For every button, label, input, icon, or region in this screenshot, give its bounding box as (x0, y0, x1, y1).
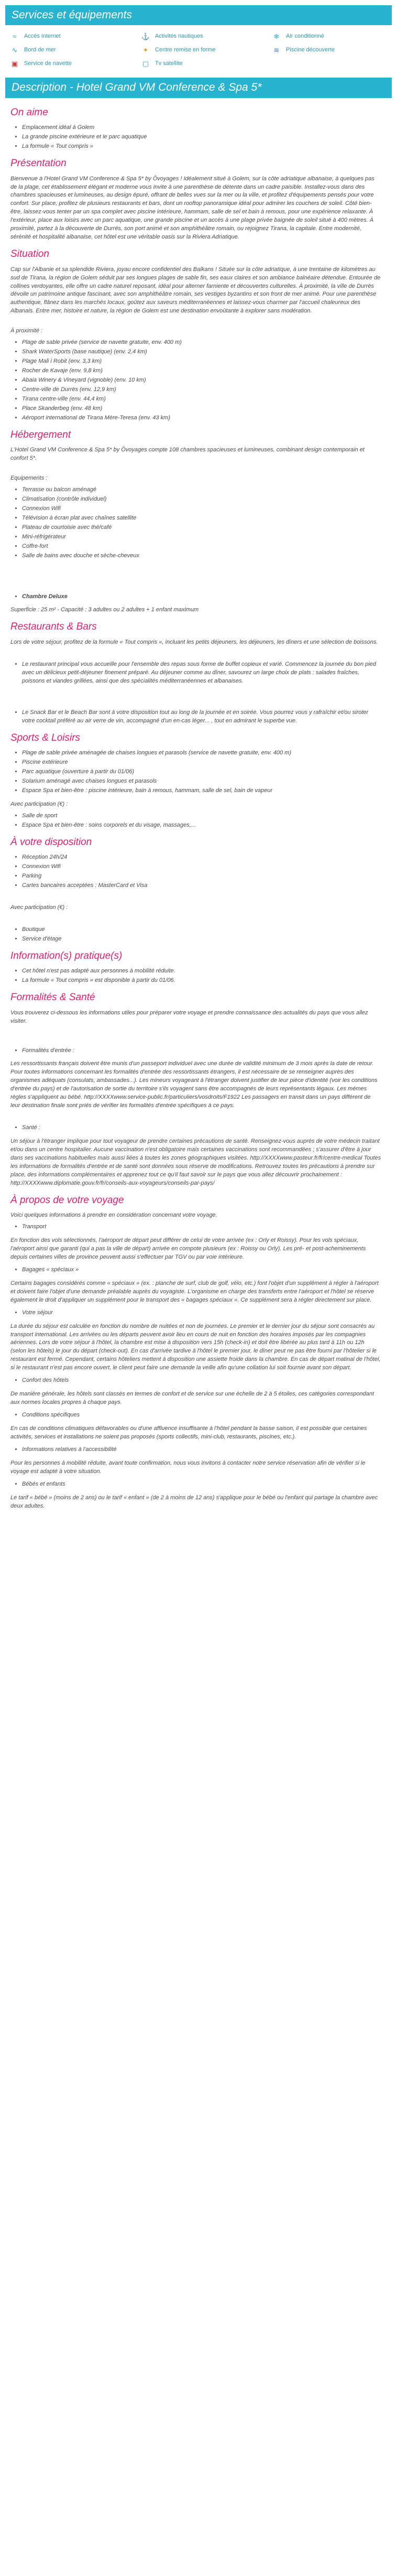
section-heading: Sports & Loisirs (10, 732, 81, 743)
services-grid (5, 33, 392, 78)
list-item: • La formule « Tout compris » est disponible à partir du 01/06. (22, 977, 381, 985)
paragraph: Bienvenue à l'Hotel Grand VM Conference & Spa 5* by Ôvoyages ! Idéalement situé à Golem, sur la côte adriatique albanaise, à quelques pas de la plage, cet établissement élégant et moderne vous invite à une parenthèse de détente dans un cadre paisible. Installez-vous dans des chambres spacieuses et lumineuses, au design épuré, offrant de belles vues sur la mer ou la ville, et profitez d'équipements pensés pour votre confort. Sur place, profitez de plusieurs restaurants et bars, dont un rooftop panoramique idéal pour admirer les couchers de soleil. Côté bien-être, laissez-vous tenter par un spa complet avec piscine intérieure, hammam, salle de sel et bain à remous, pour une expérience relaxante. À l'extérieur, place aux loisirs avec un parc aquatique, une grande piscine et un accès à une plage privée baignée de soleil situé à 400 mètres. À proximité, partez à la découverte de Durrës, son port animé et son amphithéâtre romain, ou rejoignez Tirana, la capitale. Entre modernité, sérénité et hospitalité albanaise, cet hôtel est une véritable oasis sur la Riviera Adriatique. (10, 175, 374, 241)
list-item: • Santé : (22, 1124, 381, 1132)
list (22, 339, 381, 422)
list-item: • Chambre Deluxe (22, 593, 381, 601)
list-item: • Cet hôtel n'est pas adapté aux personnes à mobilité réduite. (22, 967, 381, 976)
list (22, 124, 381, 151)
paragraph: En fonction des vols sélectionnés, l'aéroport de départ peut différer de celui de votre arrivée (ex : Orly et Roissy). Pour les vols spéciaux, l'aéroport ainsi que garanti (qui a pas la ville de départ) arrivée en compote plusieurs (ex : Roissy ou Orly). Les pré- et post-acheminements depuis certaines villes de province peuvent aussi s'effectuer par TGV ou par voie intérieure. (10, 1237, 366, 1260)
list (22, 926, 381, 944)
list-item: • Aéroport international de Tirana Mère-Teresa (env. 43 km) (22, 414, 381, 423)
list-item: • Centre-ville de Durrës (env. 12,9 km) (22, 386, 381, 394)
list-item: • Parking (22, 872, 381, 881)
list-item: • Télévision à écran plat avec chaînes satellite (22, 514, 381, 523)
service-item-pool: ≋ Piscine découverte (272, 46, 393, 55)
list-item: • Mini-réfrigérateur (22, 533, 381, 542)
list-item: • Espace Spa et bien-être : piscine intérieure, bain à remous, hammam, salle de sel, bain de vapeur (22, 787, 381, 795)
list-item: • Bébés et enfants (22, 1480, 381, 1489)
info-block (10, 1411, 381, 1442)
paragraph: Pour les personnes à mobilité réduite, avant toute confirmation, nous vous invitons à contacter notre service réservation afin de vérifier si le voyage est adapté à votre situation. (10, 1459, 366, 1475)
info-block (10, 1223, 381, 1262)
list (22, 1124, 381, 1132)
list-item: • Bagages « spéciaux » (22, 1266, 381, 1274)
info-block (10, 1266, 381, 1305)
service-item-sea: ∿ Bord de mer (10, 46, 141, 55)
fitness-icon: ✦ (142, 46, 149, 54)
list-item: • Abaia Winery & Vineyard (vignoble) (env. 10 km) (22, 376, 381, 385)
list-item: • Votre séjour (22, 1309, 381, 1317)
tv-icon: ▢ (142, 59, 149, 68)
list-item: • Tirana centre-ville (env. 44,4 km) (22, 395, 381, 404)
list-item: • Rocher de Kavaje (env. 9,8 km) (22, 367, 381, 375)
list-item: • Shark WaterSports (base nautique) (env. 2,4 km) (22, 348, 381, 356)
section-heading: Restaurants & Bars (10, 621, 97, 633)
service-item-tv: ▢ Tv satellite (142, 59, 183, 68)
list-item: • Le Snack Bar et le Beach Bar sont à votre disposition tout au long de la journée et en soirée. Vous pourrez vous y rafraîchir et/ou siroter votre cocktail préféré au air verre de vin, accompagné d'un en-cas léger... , tout en admirant le superbe vue. (22, 709, 381, 726)
paragraph: Vous trouverez ci-dessous les informations utiles pour préparer votre voyage et prendre connaissance des actualités du pays que vous allez visiter. (10, 1009, 368, 1024)
paragraph: Le tarif « bébé » (moins de 2 ans) ou le tarif « enfant » (de 2 à moins de 12 ans) s'applique pour le bébé ou l'enfant qui partage la chambre avec deux adultes. (10, 1494, 378, 1509)
section-heading: À votre disposition (10, 836, 92, 848)
sea-icon: ∿ (12, 46, 18, 54)
description-title: Description - Hotel Grand VM Conference & Spa 5* (5, 78, 392, 98)
paragraph: Lors de votre séjour, profitez de la formule « Tout compris », incluant les petits déjeuners, les déjeuners, les dîners et une sélection de boissons. (10, 638, 378, 645)
paragraph: Les ressortissants français doivent être munis d'un passeport individuel avec une durée de validité minimum de 3 mois après la date de retour. Pour toutes informations concernant les formalités d'entrée des ressortissants étrangers, il est nécessaire de se renseigner auprès des organismes adéquats (consulats, ambassades...). Les mineurs voyageant à l'étranger doivent justifier de leur pièce d'identité (voir les conditions d'entrée du pays) et de l'autorisation de sortie du territoire s'ils voyagent sans être accompagnés de leurs représentants légaux. Les mémes règles s'appliquent au bébé. http://XXXXwww.service-public.fr/particuliers/vosdroits/F1922 Les passagers en transit dans un pays différent de leur destination finale sont priés de vérifier les formalités d'entrée spécifiques à ce pays. (10, 1060, 378, 1109)
service-item-fitness: ✦ Centre remise en forme (141, 46, 272, 55)
wifi-icon: ≈ (13, 32, 17, 40)
paragraph: Voici quelques informations à prendre en considération concernant votre voyage. (10, 1212, 217, 1219)
list-item: • Transport (22, 1223, 381, 1231)
list (22, 749, 381, 795)
list-item: • Plage Mali i Robit (env. 3,3 km) (22, 358, 381, 366)
section-heading: À propos de votre voyage (10, 1194, 124, 1206)
paragraph: L'Hotel Grand VM Conference & Spa 5* by Ôvoyages compte 108 chambres spacieuses et lumineuses, combinant design contemporain et confort 5*. (10, 447, 365, 462)
list-item: • Le restaurant principal vous accueille pour l'ensemble des repas sous forme de buffet copieux et varié. Commencez la journée du bon pied avec un délicieux petit-déjeuner finement préparé. Au déjeuner comme au dîner, savourez un large choix de plats : salades fraîches, poissons et viandes grillées, ainsi que des spécialités méditerranéennes et albanaises. (22, 661, 381, 686)
service-item-water-sports: ⚓ Activités nautiques (141, 32, 203, 40)
list-item: • Parc aquatique (ouverture à partir du 01/06) (22, 768, 381, 776)
list-item: • Réception 24h/24 (22, 853, 381, 862)
list-item: • La grande piscine extérieure et le parc aquatique (22, 133, 381, 142)
paragraph: Un séjour à l'étranger implique pour tout voyageur de prendre certaines précautions de santé. Renseignez-vous auprès de votre médecin traitant et/ou dans un centre hospitalier. Aucune vaccination n'est obligatoire mais certaines vaccinations sont recommandées ; s'assurer d'être à jour dans ses vaccinations habituelles mais aussi liées à toutes les zones géographiques visitées. http://XXXXwww.pasteur.fr/fr/centre-medical Toutes les informations de formalités d'entrée et de santé sont données sous réserve de modifications. Retrouvez toutes les précautions à prendre sur place, des informations complémentaires et apprenez tout ce qu'il faut savoir sur le pays que vous allez découvrir prochainement : http://XXXXwww.diplomatie.gouv.fr/fr/conseils-aux-voyageurs/conseils-par-pays/ (10, 1138, 381, 1186)
list-item: • Connexion Wifi (22, 863, 381, 871)
info-block (10, 1480, 381, 1511)
list-item: • Boutique (22, 926, 381, 934)
list-item: • Confort des hôtels (22, 1377, 381, 1385)
list-item: • Formalités d'entrée : (22, 1047, 381, 1055)
list-item: • Coffre-fort (22, 543, 381, 551)
section-heading: On aime (10, 106, 48, 118)
section-heading: Formalités & Santé (10, 992, 95, 1003)
section-heading: Information(s) pratique(s) (10, 950, 123, 961)
list-item: • Emplacement idéal à Golem (22, 124, 381, 132)
section-heading: Présentation (10, 158, 67, 169)
service-item-internet: ≈ Accès internet (10, 33, 141, 41)
pool-icon: ≋ (273, 46, 280, 54)
shuttle-icon: ▣ (11, 59, 18, 68)
list-item: • Piscine extérieure (22, 759, 381, 767)
list-item: • Connexion Wifi (22, 505, 381, 513)
list-item: • Place Skanderbeg (env. 48 km) (22, 405, 381, 413)
list-item: • Plateau de courtoisie avec thé/café (22, 524, 381, 532)
list-item: • La formule « Tout compris » (22, 143, 381, 151)
list-item: • Plage de sable privée aménagée de chaises longues et parasols (service de navette gratuite, env. 400 m) (22, 749, 381, 757)
sub-label: Avec participation (€) : (10, 904, 68, 911)
list (22, 1047, 381, 1055)
list-item: • Solarium aménagé avec chaises longues et parasols (22, 777, 381, 786)
list (22, 486, 381, 560)
description-body (5, 105, 392, 1511)
sub-label: À proximité : (10, 328, 43, 334)
info-block (10, 1377, 381, 1407)
section-heading: Hébergement (10, 429, 71, 440)
paragraph: De manière générale, les hôtels sont classés en termes de confort et de service sur une échelle de 2 à 5 étoiles, ces catégories correspondant aux normes locales propres à chaque pays. (10, 1391, 374, 1406)
list (22, 853, 381, 890)
section-heading: Situation (10, 248, 49, 260)
paragraph: La durée du séjour est calculée en fonction du nombre de nuitées et non de journées. Le premier et le dernier jour du séjour sont consacrés au transport international. Les arrivées ou les départs peuvent avoir lieu en cours de nuit en fonction des horaires imposés par les compagnies aériennes. Lors de votre séjour à l'hôtel, la chambre est mise à disposition vers 15h (check-in) et doit être libérée au plus tard à 11h ou 12h (selon les hôtels) le jour du départ (check-out). En cas d'arrivée tardive à l'hôtel le premier jour, le dîner peut ne pas être fourni par l'hôtelier si le restaurant est fermé. Cependant, certains hôteliers mettent à disposition une assiette froide dans la chambre. En cas de départ matinal de l'hôtel, si le restaurant n'est pas encore ouvert, le client peut faire une demande la veille afin qu'une collation lui soit fournie avant son départ. (10, 1323, 381, 1371)
water-sports-icon: ⚓ (141, 32, 150, 40)
list-item: • Terrasse ou balcon aménagé (22, 486, 381, 494)
list (22, 593, 381, 601)
list-item: • Plage de sable privée (service de navette gratuite, env. 400 m) (22, 339, 381, 347)
list-item: • Conditions spécifiques (22, 1411, 381, 1420)
list-item: • Climatisation (contrôle individuel) (22, 495, 381, 504)
service-item-ac: ❄ Air conditionné (272, 33, 393, 41)
service-item-shuttle: ▣ Service de navette (11, 59, 72, 68)
list-item: • Salle de bains avec douche et sèche-cheveux (22, 552, 381, 560)
list (22, 812, 381, 830)
paragraph: En cas de conditions climatiques défavorables ou d'une affluence insuffisante à l'hôtel pendant la basse saison, il est possible que certaines activités, services et installations ne soient pas proposés (sports collectifs, mini-club, restaurants, piscines, etc.). (10, 1425, 367, 1440)
paragraph: Superficie : 25 m² - Capacité : 3 adultes ou 2 adultes + 1 enfant maximum (10, 607, 199, 613)
snowflake-icon: ❄ (273, 32, 280, 40)
list-item: • Espace Spa et bien-être : soins corporels et du visage, massages,... (22, 821, 381, 830)
list (22, 709, 381, 726)
list-item: • Informations relatives à l'accessibilité (22, 1446, 381, 1454)
list (22, 661, 381, 686)
list-item: • Service d'étage (22, 935, 381, 944)
paragraph: Certains bagages considérés comme « spéciaux » (ex. : planche de surf, club de golf, vélo, etc.) font l'objet d'un supplément à régler à l'aéroport et doivent faire l'objet d'une demande préalable auprès du voyagiste. L'organisme en charge des transferts entre l'aéroport et l'hôtel se réserve également le droit d'appliquer un supplément pour le transport des « bagages spéciaux ». Ce supplément sera à régler directement sur place. (10, 1280, 379, 1303)
info-block (10, 1309, 381, 1373)
info-block (10, 1446, 381, 1476)
sub-label: Equipements : (10, 475, 48, 482)
list-item: • Salle de sport (22, 812, 381, 820)
sub-label: Avec participation (€) : (10, 800, 68, 807)
services-title: Services et équipements (5, 5, 392, 25)
list (22, 967, 381, 985)
list-item: • Cartes bancaires acceptées : MasterCard et Visa (22, 882, 381, 890)
paragraph: Cap sur l'Albanie et sa splendide Riviera, joyau encore confidentiel des Balkans ! Située sur la côte adriatique, à une trentaine de kilomètres au sud de Tirana, la région de Golem séduit par ses longues plages de sable fin, ses eaux claires et son ambiance balnéaire détendue. Entourée de collines verdoyantes, elle offre un cadre naturel reposant, idéal pour alterner farniente et découvertes culturelles. À proximité, la ville de Durrës dévoile un patrimoine antique fascinant, avec son amphithéâtre romain, ses vestiges byzantins et son front de mer animé. Pour une parenthèse authentique, flânez dans les marchés locaux, goûtez aux saveurs méditerranéennes et laissez-vous charmer par l'accueil chaleureux des Albanais. Entre mer, histoire et nature, la région de Golem est une destination envoûtante à explorer sans modération. (10, 266, 381, 315)
